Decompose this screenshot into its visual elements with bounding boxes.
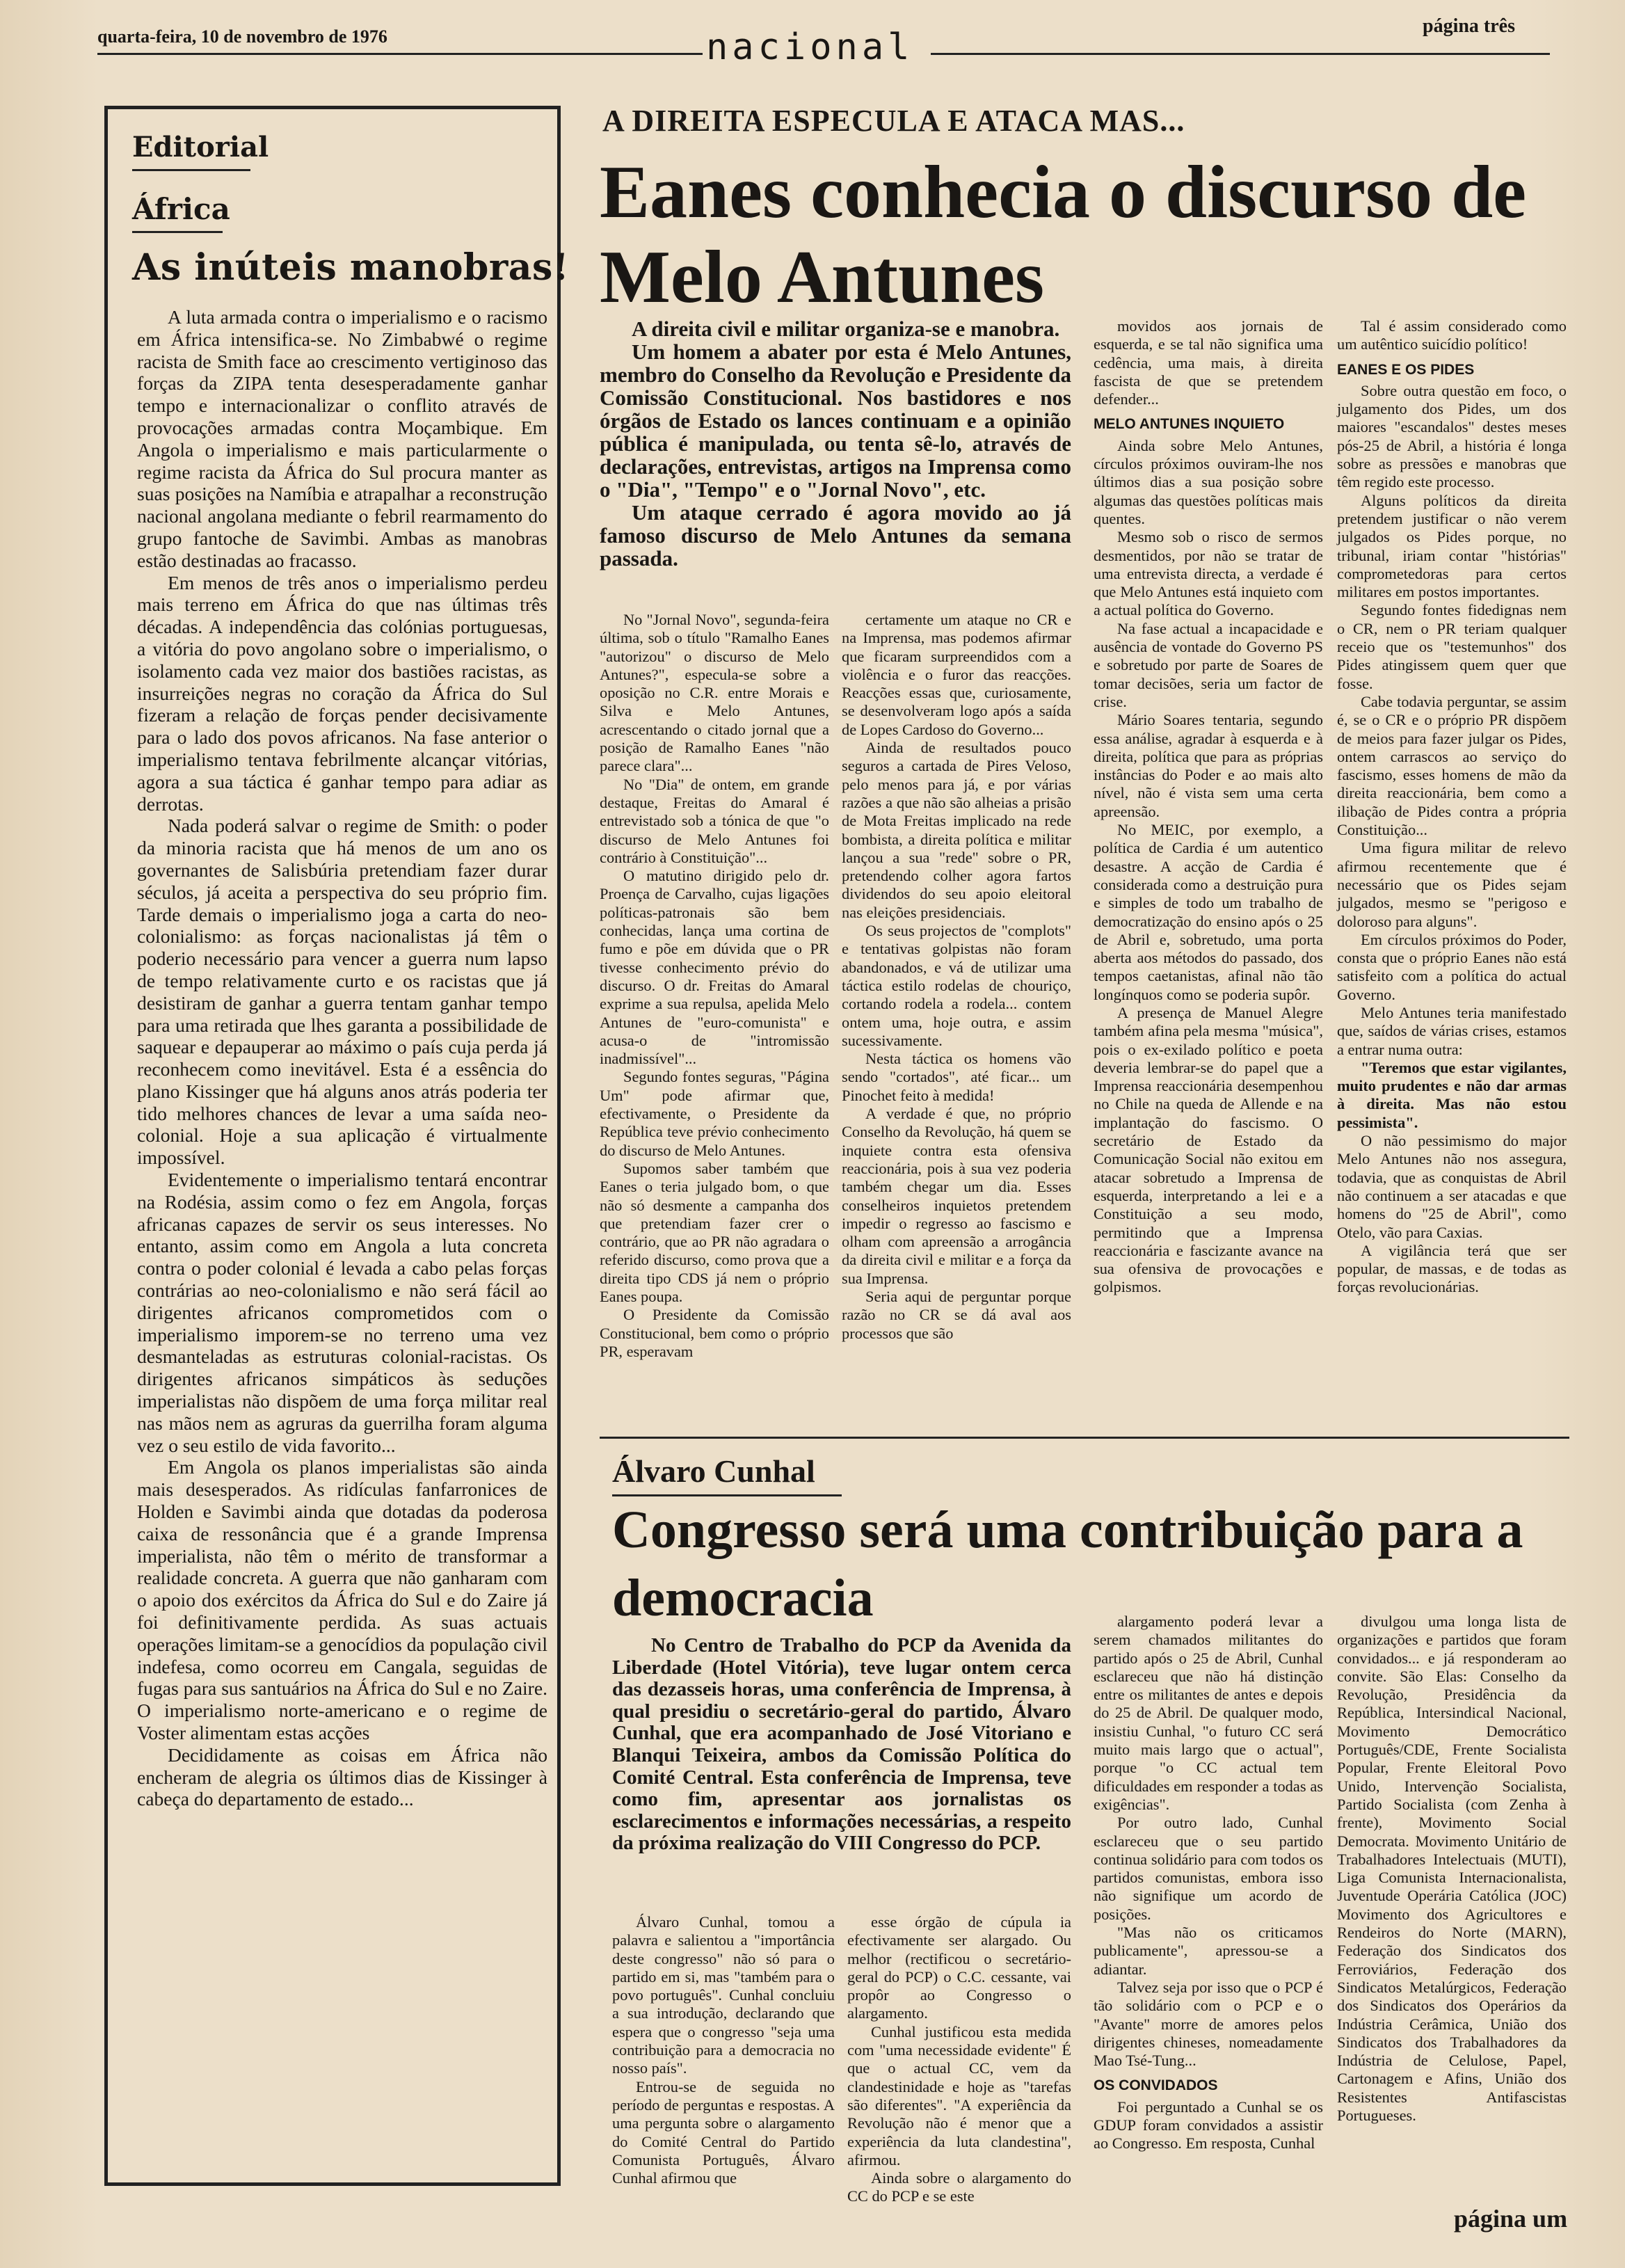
article-headline: Eanes conhecia o discurso de Melo Antunes	[600, 151, 1527, 319]
body-paragraph: Ainda de resultados pouco seguros a cartada de Pires Veloso, pelo menos para já, e por várias razões a que não são alheias a prisão de Mota Freitas implicado na rede bombista, a direita política e militar lançou a sua "rede" sobre o PR, pretendendo colher agora fartos dividendos do seu apoio eleitoral nas eleições presidenciais.	[842, 739, 1071, 921]
header-rule-right	[931, 53, 1550, 55]
editorial-paragraph: Em menos de três anos o imperialismo perdeu mais terreno em África do que nas últimas três décadas. A independência das colónias portuguesas, a vitória do povo angolano sobre o imperialismo, o isolamento cada vez maior dos bastiões racistas, as insurreições negras no coração da África do Sul fizeram a relação de forças pender decisivamente para o lado dos povos africanos. Na fase anterior o imperialismo tentava febrilmente alcançar vitórias, agora a sua táctica é ganhar tempo para adiar as derrotas.	[137, 571, 547, 815]
body-paragraph: Na fase actual a incapacidade e ausência de vontade do Governo PS e sobretudo por parte de Soares de tomar decisões, seria um factor de crise.	[1094, 619, 1323, 710]
editorial-body	[137, 306, 547, 1810]
page-number: página três	[1423, 15, 1515, 37]
body-paragraph: Tal é assim considerado como um autêntico suicídio político!	[1337, 317, 1567, 353]
body-paragraph: O matutino dirigido pelo dr. Proença de Carvalho, cujas ligações políticas-patronais são bem conhecidas, lança uma cortina de fumo e põe em dúvida que o PR tivesse conhecimento prévio do discurso. O dr. Freitas do Amaral exprime a sua repulsa, apelida Melo Antunes de "euro-comunista" e acusa-o de "intromissão inadmissível"...	[600, 867, 829, 1068]
body-paragraph: Cunhal justificou esta medida com "uma necessidade evidente" É que o actual CC, vem da clandestinidade e hoje as "tarefas são diferentes". "A experiência da Revolução não é menor que a experiência da luta clandestina", afirmou.	[847, 2022, 1071, 2169]
article-headline: Congresso será uma contribuição para a democracia	[612, 1501, 1523, 1627]
article-column-2	[842, 611, 1071, 1343]
body-paragraph: Entrou-se de seguida no período de perguntas e respostas. A uma pergunta sobre o alargamento do Comité Central do Partido Comunista Português, Álvaro Cunhal afirmou que	[612, 2077, 835, 2187]
body-paragraph: O não pessimismo do major Melo Antunes não nos assegura, todavia, que as conquistas de Abril não continuem a ser atacadas e que homens do "25 de Abril", como Otelo, vão para Caxias.	[1337, 1132, 1567, 1241]
lead-paragraph: Um homem a abater por esta é Melo Antunes, membro do Conselho da Revolução e Presidente da Comissão Constitucional. Nos bastidores e nos órgãos de Estado os lances continuam e a opinião pública é manipulada, ou tenta sê-lo, através de declarações, entrevistas, artigos na Imprensa como o "Dia", "Tempo" e o "Jornal Novo", etc.	[600, 340, 1071, 502]
article-lead	[600, 317, 1071, 570]
body-paragraph: Uma figura militar de relevo afirmou recentemente que é necessário que os Pides sejam julgados, mesmo se "perigoso e doloroso para alguns".	[1337, 839, 1567, 930]
body-paragraph: Foi perguntado a Cunhal se os GDUP foram convidados a assistir ao Congresso. Em resposta, Cunhal	[1094, 2098, 1323, 2153]
body-paragraph: alargamento poderá levar a serem chamados militantes do partido após o 25 de Abril, Cunhal esclareceu que não há distinção entre os militantes de antes e depois do 25 de Abril. De qualquer modo, insistiu Cunhal, "o futuro CC será muito mais largo que o actual", porque "o CC actual tem dificuldades em responder a todas as exigências".	[1094, 1613, 1323, 1813]
subheading: EANES E OS PIDES	[1337, 361, 1475, 378]
continued-on-page: página um	[1454, 2205, 1568, 2233]
body-paragraph: Alguns políticos da direita pretendem justificar o não verem julgados os Pides porque, no tribunal, iriam contar "histórias" comprometedoras para certos militares em postos importantes.	[1337, 491, 1567, 601]
quote-paragraph: "Teremos que estar vigilantes, muito prudentes e não dar armas à direita. Mas não estou pessimista".	[1337, 1058, 1567, 1131]
body-paragraph: No MEIC, por exemplo, a política de Cardia é um autentico desastre. A acção de Cardia é considerada como a destruição pura e simples de todo um trabalho de democratização do ensino após o 25 de Abril e, sobretudo, uma porta aberta aos métodos do passado, dos tempos caetanistas, afinal não tão longínquos como se poderia supôr.	[1094, 821, 1323, 1003]
article-column-3	[1094, 1613, 1323, 2153]
body-paragraph: "Mas não os criticamos publicamente", apressou-se a adiantar.	[1094, 1924, 1323, 1978]
lead-paragraph: No Centro de Trabalho do PCP da Avenida da Liberdade (Hotel Vitória), teve lugar ontem cerca das dezasseis horas, uma conferência de Imprensa, à qual presidiu o secretário-geral do partido, Álvaro Cunhal, que era acompanhado de José Vitoriano e Blanqui Teixeira, ambos da Comissão Política do Comité Central. Esta conferência de Imprensa, teve como fim, apresentar aos jornalistas os esclarecimentos e informações necessárias, a respeito da próxima realização do VIII Congresso do PCP.	[612, 1634, 1071, 1855]
article-column-2	[847, 1913, 1071, 2206]
subheading: MELO ANTUNES INQUIETO	[1094, 416, 1285, 433]
article-column-3	[1094, 317, 1323, 1297]
body-paragraph: A presença de Manuel Alegre também afina pela mesma "música", pois o ex-exilado político e poeta deveria lembrar-se do papel que a Imprensa reaccionária desempenhou no Chile na queda de Allende e na implantação do fascismo. O secretário de Estado da Comunicação Social não exitou em atacar sobretudo a Imprensa de esquerda, interpretando a lei e a Constituição a seu modo, permitindo que a Imprensa reaccionária e fascizante avance na sua ofensiva de provocações e golpismos.	[1094, 1003, 1323, 1296]
editorial-label: Editorial	[132, 131, 269, 163]
body-paragraph: Álvaro Cunhal, tomou a palavra e salientou a "importância deste congresso" não só para o partido em si, mas "também para o povo português". Cunhal concluiu a sua introdução, declarando que espera que o congresso "seja uma contribuição para a democracia no nosso país".	[612, 1913, 835, 2077]
body-paragraph: Ainda sobre o alargamento do CC do PCP e se este	[847, 2169, 1071, 2205]
body-paragraph: Mesmo sob o risco de sermos desmentidos, por não se tratar de uma entrevista directa, a verdade é que Melo Antunes está inquieto com a actual política do Governo.	[1094, 528, 1323, 619]
body-paragraph: A verdade é que, no próprio Conselho da Revolução, há quem se inquiete contra esta ofensiva reaccionária, pois à sua vez poderia também chegar um dia. Esses conselheiros inquietos pretendem impedir o regresso ao fascismo e olham com apreensão a arrogância da direita civil e militar e a força da sua Imprensa.	[842, 1105, 1071, 1287]
subheading: OS CONVIDADOS	[1094, 2077, 1218, 2094]
editorial-paragraph: Em Angola os planos imperialistas são ainda mais desesperados. As ridículas fanfarronices de Holden e Savimbi ainda que dotadas da poderosa caixa de ressonância que é a grande Imprensa imperialista, não têm o mérito de transformar a realidade concreta. A guerra que não ganharam com o apoio dos exércitos da África do Sul e do Zaire já foi definitivamente perdida. As suas actuais operações limitam-se a genocídios da população civil indefesa, como ocorreu em Cangala, seguidas de fugas para sus santuários na África do Sul e no Zaire. O imperialismo norte-americano e o regime de Voster alimentam estas acções	[137, 1456, 547, 1743]
lead-paragraph: Um ataque cerrado é agora movido ao já famoso discurso de Melo Antunes da semana passada.	[600, 500, 1071, 570]
body-paragraph: Ainda sobre Melo Antunes, círculos próximos ouviram-lhe nos últimos dias a sua posição sobre algumas das questões políticas mais quentes.	[1094, 436, 1323, 527]
body-paragraph: Melo Antunes teria manifestado que, saídos de várias crises, estamos a entrar numa outra:	[1337, 1003, 1567, 1058]
editorial-kicker-rule	[132, 231, 223, 233]
body-paragraph: Sobre outra questão em foco, o julgamento dos Pides, um dos maiores "escandalos" destes meses pós-25 de Abril, a história é longa sobre as pressões e manobras que têm regido este processo.	[1337, 381, 1567, 491]
body-paragraph: No "Jornal Novo", segunda-feira última, sob o título "Ramalho Eanes "autorizou" o discurso de Melo Antunes?", especula-se sobre a oposição no C.R. entre Morais e Silva e Melo Antunes, acrescentando o citado jornal que a posição de Ramalho Eanes "não parece clara"...	[600, 611, 829, 775]
body-paragraph: Em círculos próximos do Poder, consta que o próprio Eanes não está satisfeito com a política do actual Governo.	[1337, 930, 1567, 1003]
editorial-paragraph: Decididamente as coisas em África não encheram de alegria os últimos dias de Kissinger à cabeça do departamento de estado...	[137, 1743, 547, 1810]
article-column-4	[1337, 317, 1567, 1297]
body-paragraph: Os seus projectos de "complots" e tentativas golpistas não foram abandonados, e vá de utilizar uma táctica estilo rodelas de chouriço, cortando rodela a rodela... contem ontem uma, hoje outra, e assim sucessivamente.	[842, 922, 1071, 1049]
body-paragraph: No "Dia" de ontem, em grande destaque, Freitas do Amaral é entrevistado sob a tónica de que "o discurso de Melo Antunes foi contrário à Constituição"...	[600, 775, 829, 866]
article-lead	[612, 1635, 1071, 1855]
body-paragraph: movidos aos jornais de esquerda, e se tal não significa uma cedência, uma mais, à direita fascista de que se pretendem defender...	[1094, 317, 1323, 408]
body-paragraph: Segundo fontes seguras, "Página Um" pode afirmar que, efectivamente, o Presidente da República teve prévio conhecimento do discurso de Melo Antunes.	[600, 1068, 829, 1159]
article-byline: Álvaro Cunhal	[612, 1453, 815, 1489]
article-column-1	[600, 611, 829, 1361]
body-paragraph: Nesta táctica os homens vão sendo "cortados", até ficar... um Pinochet feito à medida!	[842, 1050, 1071, 1104]
body-paragraph: divulgou uma longa lista de organizações e partidos que foram convidados... e já responderam ao convite. São Elas: Conselho da Revolução, Presidência da República, Intersindical Nacional, Movimento Democrático Português/CDE, Frente Socialista Popular, Frente Eleitoral Povo Unido, Intervenção Socialista, Partido Socialista (com Zenha à frente), Movimento Social Democrata. Movimento Unitário de Trabalhadores Intelectuais (MUTI), Liga Comunista Internacionalista, Juventude Operária Católica (JOC) Movimento dos Agricultores e Rendeiros do Norte (MARN), Federação dos Sindicatos dos Ferroviários, Federação dos Sindicatos Metalúrgicos, Federação dos Sindicatos dos Operários da Indústria Cerâmica, União dos Sindicatos dos Trabalhadores da Indústria de Celulose, Papel, Cartonagem e Afins, União dos Resistentes Antifascistas Portugueses.	[1337, 1613, 1567, 2125]
lead-paragraph: A direita civil e militar organiza-se e manobra.	[632, 317, 1060, 341]
body-paragraph: Supomos saber também que Eanes o teria julgado bom, o que não só desmente a campanha dos que pretendiam fazer crer o contrário, que ao PR não agradara o referido discurso, como prova que a direita tipo CDS já nem o próprio Eanes poupa.	[600, 1159, 829, 1305]
body-paragraph: certamente um ataque no CR e na Imprensa, mas podemos afirmar que ficaram surpreendidos com a violência e o furor das reacções. Reacções essas que, curiosamente, se desenvolveram logo após a saída de Lopes Cardoso do Governo...	[842, 611, 1071, 738]
body-paragraph: O Presidente da Comissão Constitucional, bem como o próprio PR, esperavam	[600, 1306, 829, 1360]
body-paragraph: Por outro lado, Cunhal esclareceu que o seu partido continua solidário para com todos os partidos comunistas, embora isso não signifique um acordo de posições.	[1094, 1814, 1323, 1923]
body-paragraph: A vigilância terá que ser popular, de massas, e de todas as forças revolucionárias.	[1337, 1241, 1567, 1296]
body-paragraph: Seria aqui de perguntar porque razão no CR se dá aval aos processos que são	[842, 1287, 1071, 1342]
editorial-label-rule	[132, 169, 250, 171]
issue-date: quarta-feira, 10 de novembro de 1976	[97, 26, 387, 47]
body-paragraph: Segundo fontes fidedignas nem o CR, nem o PR teriam qualquer receio que os "testemunhos" dos Pides atingissem quem quer que fosse.	[1337, 601, 1567, 692]
header-rule-left	[97, 53, 703, 55]
article-column-1	[612, 1913, 835, 2187]
body-paragraph: Talvez seja por isso que o PCP é tão solidário com o PCP e o "Avante" morre de amores pelos dirigentes chineses, nomeadamente Mao Tsé-Tung...	[1094, 1978, 1323, 2070]
editorial-title: As inúteis manobras!	[132, 246, 570, 289]
body-paragraph: Mário Soares tentaria, segundo essa análise, agradar à esquerda e à direita, política que para as próprias instâncias do Poder e ao mais alto nível, não é vista sem uma certa apreensão.	[1094, 711, 1323, 820]
body-paragraph: esse órgão de cúpula ia efectivamente ser alargado. Ou melhor (rectificou o secretário-geral do PCP) o C.C. cessante, vai propôr ao Congresso o alargamento.	[847, 1913, 1071, 2022]
article-separator	[600, 1437, 1569, 1439]
article-column-4	[1337, 1613, 1567, 2125]
editorial-paragraph: A luta armada contra o imperialismo e o racismo em África intensifica-se. No Zimbabwé o regime racista de Smith face ao crescimento vertiginoso das forças da ZIPA tenta desesperadamente ganhar tempo e internacionalizar o conflito através de provocações armadas contra Moçambique. Em Angola o imperialismo e mais particularmente o regime racista da África do Sul procura manter as suas posições na Namíbia e atrapalhar a reconstrução nacional angolana mediante o febril rearmamento do grupo fantoche de Savimbi. Ambas as manobras estão destinadas ao fracasso.	[137, 306, 547, 571]
article-kicker: A DIREITA ESPECULA E ATACA MAS...	[602, 104, 1185, 138]
editorial-kicker: África	[132, 192, 230, 226]
body-paragraph: Cabe todavia perguntar, se assim é, se o CR e o próprio PR dispõem de meios para fazer julgar os Pides, ontem carrascos ao serviço do fascismo, esses homens de mão da direita reaccionária, bem como a ilibação de Pides contra a própria Constituição...	[1337, 692, 1567, 839]
editorial-paragraph: Evidentemente o imperialismo tentará encontrar na Rodésia, assim como o fez em Angola, forças africanas capazes de servir os seus interesses. No entanto, assim como em Angola a luta concreta contra o poder colonial é levada a cabo pelas forças contrárias ao neo-colonialismo e não será fácil ao dirigentes africanos comprometidos com o imperialismo imporem-se no terreno uma vez desmanteladas as estruturas colonial-racistas. Os dirigentes africanos simpáticos às seduções imperialistas não dispõem de uma força militar real nas mãos nem as agruras da guerrilha foram alguma vez o seu estilo de vida favorito...	[137, 1169, 547, 1456]
editorial-paragraph: Nada poderá salvar o regime de Smith: o poder da minoria racista que há menos de um ano os governantes de Salisbúria pretendiam fazer durar séculos, já aceita a perspectiva do seu próprio fim. Tarde demais o imperialismo joga a carta do neo-colonialismo: as forças nacionalistas já têm o poderio necessário para vencer a guerra num lapso de tempo relativamente curto e os racistas que já desistiram de ganhar a guerra tentam ganhar tempo para uma retirada que lhes garanta a possibilidade de saquear e depauperar ao máximo o país cuja perda já reconhecem como inevitável. Esta é a essência do plano Kissinger que há alguns anos atrás poderia ter tido melhores chances de levar a uma saída neo-colonial. Hoje a sua aplicação é virtualmente impossível.	[137, 815, 547, 1169]
section-title: nacional	[706, 26, 914, 68]
